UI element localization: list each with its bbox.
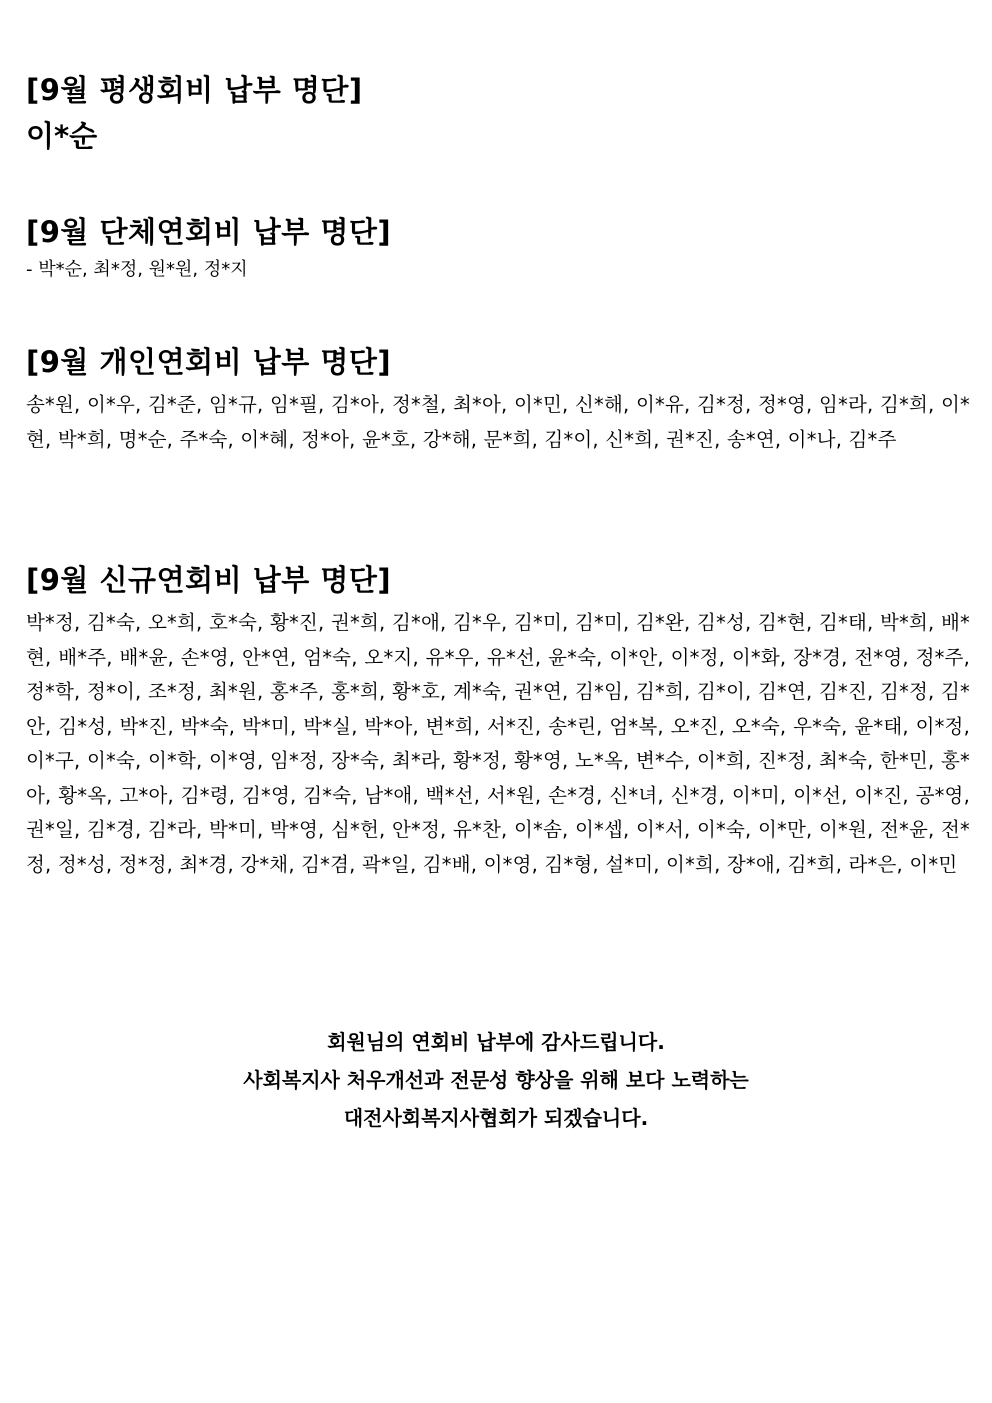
group-fee-names: - 박*순, 최*정, 원*원, 정*지 bbox=[26, 259, 248, 280]
new-fee-heading: [9월 신규연회비 납부 명단] bbox=[26, 563, 392, 597]
new-fee-names: 박*정, 김*숙, 오*희, 호*숙, 황*진, 권*희, 김*애, 김*우, 김*미, 김*미, 김*완, 김*성, 김*현, 김*태, 박*희, 배*현, 배*주, 배*윤, 손*영, 안*연, 엄*숙, 오*지, 유*우, 유*선, 윤*숙, 이*안, 이*정, 이*화, 장*경, 전*영, 정*주, 정*학, 정*이, 조*정, 최*원, 홍*주, 홍*희, 황*호, 계*숙, 권*연, 김*임, 김*희, 김*이, 김*연, 김*진, 김*정, 김*안, 김*성, 박*진, 박*숙, 박*미, 박*실, 박*아, 변*희, 서*진, 송*린, 엄*복, 오*진, 오*숙, 우*숙, 윤*태, 이*정, 이*구, 이*숙, 이*학, 이*영, 임*정, 장*숙, 최*라, 황*정, 황*영, 노*옥, 변*수, 이*희, 진*정, 최*숙, 한*민, 홍*아, 황*옥, 고*아, 김*령, 김*영, 김*숙, 남*애, 백*선, 서*원, 손*경, 신*녀, 신*경, 이*미, 이*선, 이*진, 공*영, 권*일, 김*경, 김*라, 박*미, 박*영, 심*헌, 안*정, 유*찬, 이*솜, 이*셉, 이*서, 이*숙, 이*만, 이*원, 전*윤, 전*정, 정*성, 정*정, 최*경, 강*채, 김*겸, 곽*일, 김*배, 이*영, 김*형, 설*미, 이*희, 장*애, 김*희, 라*은, 이*민 bbox=[26, 611, 970, 876]
lifetime-fee-names: 이*순 bbox=[26, 119, 98, 153]
lifetime-fee-heading: [9월 평생회비 납부 명단] bbox=[26, 73, 363, 107]
new-fee-section bbox=[26, 560, 970, 882]
individual-fee-names: 송*원, 이*우, 김*준, 임*규, 임*필, 김*아, 정*철, 최*아, 이*민, 신*해, 이*유, 김*정, 정*영, 임*라, 김*희, 이*현, 박*희, 명*순, 주*숙, 이*혜, 정*아, 윤*호, 강*해, 문*희, 김*이, 신*희, 권*진, 송*연, 이*나, 김*주 bbox=[26, 393, 970, 451]
individual-fee-heading: [9월 개인연회비 납부 명단] bbox=[26, 345, 392, 379]
closing-line-1: 회원님의 연회비 납부에 감사드립니다. bbox=[327, 1030, 665, 1054]
lifetime-fee-section bbox=[26, 70, 970, 156]
group-fee-section bbox=[26, 212, 970, 284]
closing-line-3: 대전사회복지사협회가 되겠습니다. bbox=[343, 1106, 649, 1130]
individual-fee-section bbox=[26, 342, 970, 457]
closing-line-2: 사회복지사 처우개선과 전문성 향상을 위해 보다 노력하는 bbox=[243, 1068, 749, 1092]
group-fee-heading: [9월 단체연회비 납부 명단] bbox=[26, 215, 392, 249]
closing-message bbox=[0, 1023, 992, 1137]
